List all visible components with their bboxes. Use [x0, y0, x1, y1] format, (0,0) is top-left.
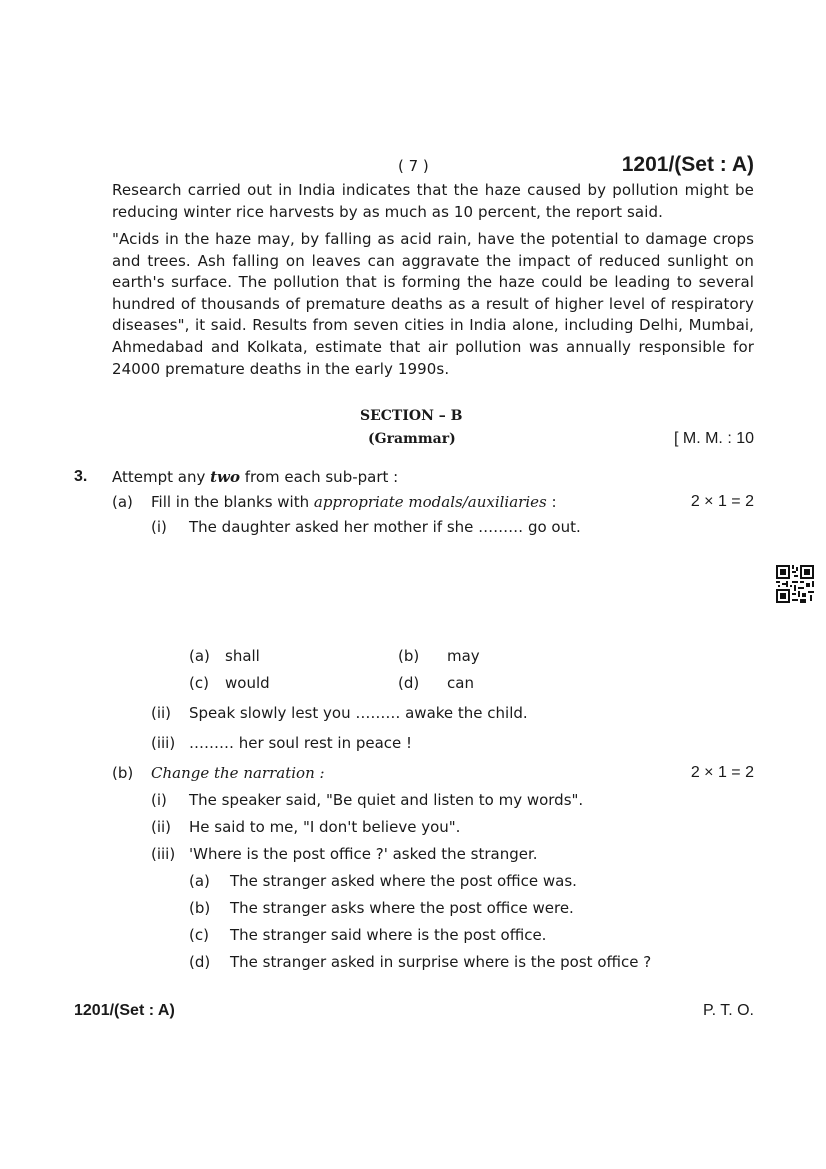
item-b-i-text: The speaker said, "Be quiet and listen to my words". [189, 791, 584, 809]
section-subtitle: (Grammar) [368, 431, 456, 447]
option-label: (c) [189, 926, 209, 944]
option-label: (d) [398, 674, 420, 692]
option-label: (d) [189, 953, 211, 971]
footer-pto: P. T. O. [703, 1002, 754, 1019]
subpart-a-marks: 2 × 1 = 2 [690, 493, 754, 510]
item-b-ii-label: (ii) [151, 818, 172, 836]
item-b-ii-text: He said to me, "I don't believe you". [189, 818, 461, 836]
paper-code: 1201/(Set : A) [621, 153, 754, 176]
question-number: 3. [74, 468, 88, 485]
option-label: (c) [189, 674, 209, 692]
option-label: (b) [398, 647, 420, 665]
option-text: The stranger asked where the post office was. [230, 872, 577, 890]
item-a-i-label: (i) [151, 518, 167, 536]
section-marks: [ M. M. : 10 [673, 430, 754, 447]
item-b-i-label: (i) [151, 791, 167, 809]
option-text: would [225, 674, 270, 692]
option-text: The stranger asked in surprise where is the post office ? [230, 953, 652, 971]
qr-code-icon [776, 565, 814, 603]
option-label: (a) [189, 647, 210, 665]
item-b-iii-label: (iii) [151, 845, 176, 863]
item-b-iii-text: 'Where is the post office ?' asked the stranger. [189, 845, 538, 863]
subpart-b-marks: 2 × 1 = 2 [690, 764, 754, 781]
item-a-iii-text: ……… her soul rest in peace ! [189, 734, 413, 752]
item-a-i-text: The daughter asked her mother if she ……… go out. [189, 518, 581, 536]
subpart-a-label: (a) [112, 493, 133, 511]
page-number: ( 7 ) [398, 157, 429, 175]
option-label: (a) [189, 872, 210, 890]
option-text: The stranger asks where the post office were. [230, 899, 574, 917]
item-a-ii-label: (ii) [151, 704, 172, 722]
option-text: shall [225, 647, 260, 665]
passage-paragraph-1: Research carried out in India indicates that the haze caused by pollution might be reducing winter rice harvests by as much as 10 percent, the report said. [112, 181, 754, 221]
option-text: The stranger said where is the post office. [230, 926, 547, 944]
subpart-a-text: Fill in the blanks with appropriate modals/auxiliaries : [151, 493, 557, 511]
option-text: may [447, 647, 480, 665]
section-title: SECTION – B [360, 408, 463, 424]
footer-code: 1201/(Set : A) [74, 1002, 175, 1019]
option-text: can [447, 674, 474, 692]
question-instruction: Attempt any two from each sub-part : [112, 468, 399, 486]
item-a-ii-text: Speak slowly lest you ……… awake the child. [189, 704, 528, 722]
item-a-iii-label: (iii) [151, 734, 176, 752]
subpart-b-label: (b) [112, 764, 134, 782]
option-label: (b) [189, 899, 211, 917]
passage-paragraph-2: "Acids in the haze may, by falling as acid rain, have the potential to damage crops and trees. Ash falling on leaves can aggravate the impact of reduced sunlight on earth's surface. The pollution that is forming the haze could be leading to several hundred of thousands of premature deaths as a result of higher level of respiratory diseases", it said. Results from seven cities in India alone, including Delhi, Mumbai, Ahmedabad and Kolkata, estimate that air pollution was annually responsible for 24000 premature deaths in the early 1990s. [112, 230, 754, 378]
subpart-b-text: Change the narration : [151, 764, 325, 782]
